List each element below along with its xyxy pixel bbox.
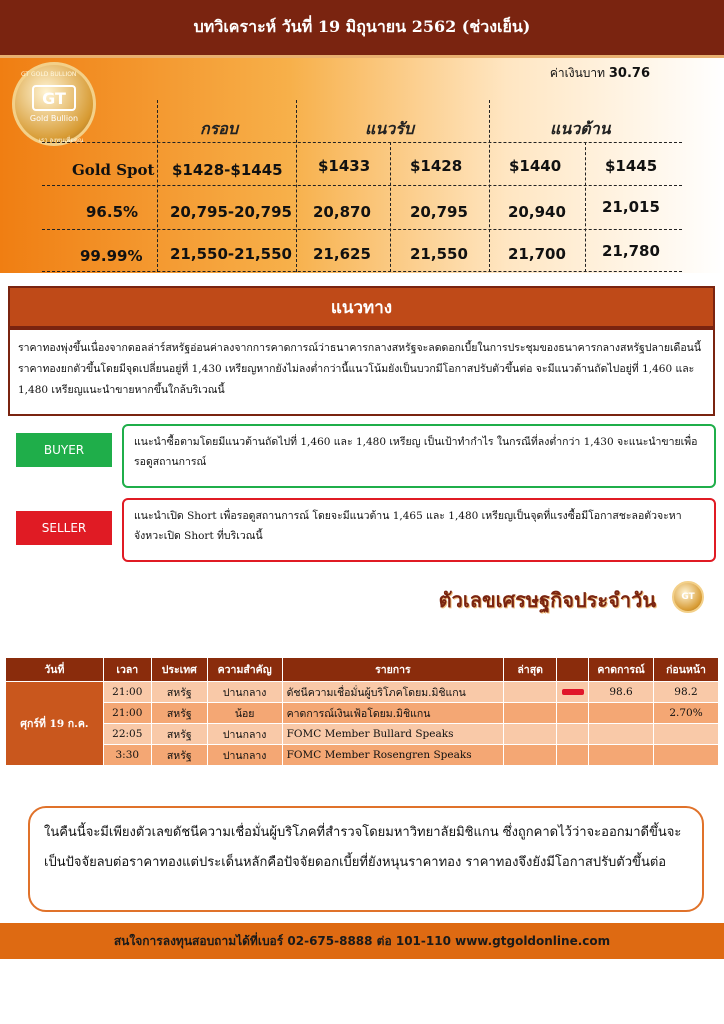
contact-text: สนใจการลงทุนสอบถามได้ที่เบอร์ 02-675-8888 ต่อ 101-110 www.gtgoldonline.com xyxy=(113,933,611,948)
report-title-bar xyxy=(0,0,724,58)
support1-965: 20,870 xyxy=(313,203,371,221)
support1-9999: 21,625 xyxy=(313,245,371,263)
seller-recommendation: แนะนำเปิด Short เพื่อรอดูสถานการณ์ โดยจะมีแนวต้าน 1,465 และ 1,480 เหรียญเป็นจุดที่แรงซื้อมีโอกาสชะลอตัวจะหาจังหวะเปิด Short ที่บริเวณนี้ xyxy=(122,498,716,562)
col-importance: ความสำคัญ xyxy=(207,658,282,682)
range-9999: 21,550-21,550 xyxy=(170,245,292,263)
logo-ring-text: GT GOLD BULLION xyxy=(21,71,77,78)
event-previous: 2.70% xyxy=(654,703,719,724)
event-previous: 98.2 xyxy=(654,682,719,703)
event-time: 21:00 xyxy=(103,682,151,703)
event-country: สหรัฐ xyxy=(151,724,207,745)
guideline-header xyxy=(8,286,715,328)
event-latest xyxy=(504,724,557,745)
header-range: กรอบ xyxy=(200,119,239,138)
event-importance: ปานกลาง xyxy=(207,724,282,745)
event-forecast xyxy=(589,703,654,724)
resist1-gold-spot: $1440 xyxy=(509,157,562,175)
event-importance: ปานกลาง xyxy=(207,745,282,766)
buyer-badge: BUYER xyxy=(16,433,112,467)
divider-v xyxy=(489,100,490,272)
table-row xyxy=(6,682,719,703)
row-label-965: 96.5% xyxy=(86,203,139,221)
event-previous xyxy=(654,745,719,766)
contact-footer xyxy=(0,923,724,959)
event-time: 22:05 xyxy=(103,724,151,745)
exchange-rate-label: ค่าเงินบาท xyxy=(549,66,606,80)
resist1-9999: 21,700 xyxy=(508,245,566,263)
event-signal xyxy=(557,745,589,766)
header-resistance: แนวต้าน xyxy=(550,119,611,138)
col-latest: ล่าสุด xyxy=(504,658,557,682)
seller-badge: SELLER xyxy=(16,511,112,545)
header-support: แนวรับ xyxy=(365,119,414,138)
support2-9999: 21,550 xyxy=(410,245,468,263)
event-latest xyxy=(504,703,557,724)
event-country: สหรัฐ xyxy=(151,682,207,703)
logo-brand: Gold Bullion xyxy=(29,114,79,123)
event-time: 3:30 xyxy=(103,745,151,766)
support1-gold-spot: $1433 xyxy=(318,157,371,175)
event-item: FOMC Member Bullard Speaks xyxy=(282,724,504,745)
range-965: 20,795-20,795 xyxy=(170,203,292,221)
logo-slogan: เรา ลงทุนเพื่อคุณ xyxy=(39,137,84,144)
table-row xyxy=(6,703,719,724)
report-title: บทวิเคราะห์ วันที่ 19 มิถุนายน 2562 (ช่วงเย็น) xyxy=(193,17,531,36)
range-gold-spot: $1428-$1445 xyxy=(172,161,283,179)
guideline-title: แนวทาง xyxy=(330,297,393,318)
negative-signal-icon xyxy=(562,689,584,695)
col-country: ประเทศ xyxy=(151,658,207,682)
guideline-text: ราคาทองพุ่งขึ้นเนื่องจากดอลล่าร์สหรัฐอ่อนค่าลงจากการคาดการณ์ว่าธนาคารกลางสหรัฐจะลดดอกเบี้ยในการประชุมของธนาคารกลางสหรัฐปลายเดือนนี้ ราคาทองยกตัวขึ้นโดยมีจุดเปลี่ยนอยู่ที่ 1,430 เหรียญหากยังไม่ลงต่ำกว่านี้แนวโน้มยังเป็นบวกมีโอกาสปรับตัวขึ้นต่อ จะมีแนวต้านถัดไปอยู่ที่ 1,460 และ 1,480 เหรียญแนะนำขายหากขึ้นใกล้บริเวณนี้ xyxy=(8,328,715,416)
event-signal xyxy=(557,703,589,724)
col-forecast: คาดการณ์ xyxy=(589,658,654,682)
divider-v xyxy=(585,142,586,272)
table-row xyxy=(6,724,719,745)
company-logo xyxy=(12,62,96,146)
resist2-gold-spot: $1445 xyxy=(605,157,658,175)
event-time: 21:00 xyxy=(103,703,151,724)
divider-h xyxy=(42,271,682,272)
col-item: รายการ xyxy=(282,658,504,682)
resist2-965: 21,015 xyxy=(602,198,660,216)
resist1-965: 20,940 xyxy=(508,203,566,221)
support2-965: 20,795 xyxy=(410,203,468,221)
divider-v xyxy=(390,142,391,272)
event-date: ศุกร์ที่ 19 ก.ค. xyxy=(6,682,104,766)
support2-gold-spot: $1428 xyxy=(410,157,463,175)
event-forecast xyxy=(589,745,654,766)
col-previous: ก่อนหน้า xyxy=(654,658,719,682)
event-importance: น้อย xyxy=(207,703,282,724)
resist2-9999: 21,780 xyxy=(602,242,660,260)
event-item: FOMC Member Rosengren Speaks xyxy=(282,745,504,766)
event-country: สหรัฐ xyxy=(151,703,207,724)
divider-v xyxy=(157,100,158,272)
exchange-rate-value: 30.76 xyxy=(608,66,650,81)
row-label-9999: 99.99% xyxy=(80,247,143,265)
divider-v xyxy=(296,100,297,272)
divider-h xyxy=(42,229,682,230)
divider-h xyxy=(42,142,682,143)
exchange-rate xyxy=(550,64,650,83)
event-item: คาดการณ์เงินเฟ้อโดยม.มิชิแกน xyxy=(282,703,504,724)
econ-calendar-title: ตัวเลขเศรษฐกิจประจำวัน xyxy=(438,588,656,612)
divider-h xyxy=(42,185,682,186)
col-time: เวลา xyxy=(103,658,151,682)
table-header-row xyxy=(6,658,719,682)
logo-mark: GT xyxy=(32,85,76,111)
col-date: วันที่ xyxy=(6,658,104,682)
econ-calendar-table xyxy=(5,657,719,766)
event-signal xyxy=(557,724,589,745)
col-signal xyxy=(557,658,589,682)
event-forecast: 98.6 xyxy=(589,682,654,703)
event-country: สหรัฐ xyxy=(151,745,207,766)
summary-box: ในคืนนี้จะมีเพียงตัวเลขดัชนีความเชื่อมั่นผู้บริโภคที่สำรวจโดยมหาวิทยาลัยมิชิแกน ซึ่งถูกคาดไว้ว่าจะออกมาดีขึ้นจะเป็นปัจจัยลบต่อราคาทองแต่ประเด็นหลักคือปัจจัยดอกเบี้ยที่ยังหนุนราคาทอง ราคาทองจึงยังมีโอกาสปรับตัวขึ้นต่อ xyxy=(28,806,704,912)
event-signal xyxy=(557,682,589,703)
event-previous xyxy=(654,724,719,745)
event-forecast xyxy=(589,724,654,745)
buyer-recommendation: แนะนำซื้อตามโดยมีแนวต้านถัดไปที่ 1,460 และ 1,480 เหรียญ เป็นเป้าทำกำไร ในกรณีที่ลงต่ำกว่า 1,430 จะแนะนำขายเพื่อรอดูสถานการณ์ xyxy=(122,424,716,488)
event-importance: ปานกลาง xyxy=(207,682,282,703)
event-latest xyxy=(504,745,557,766)
gt-coin-icon: GT xyxy=(672,581,704,613)
row-label-gold-spot: Gold Spot xyxy=(72,161,155,179)
table-row xyxy=(6,745,719,766)
event-item: ดัชนีความเชื่อมั่นผู้บริโภคโดยม.มิชิแกน xyxy=(282,682,504,703)
event-latest xyxy=(504,682,557,703)
